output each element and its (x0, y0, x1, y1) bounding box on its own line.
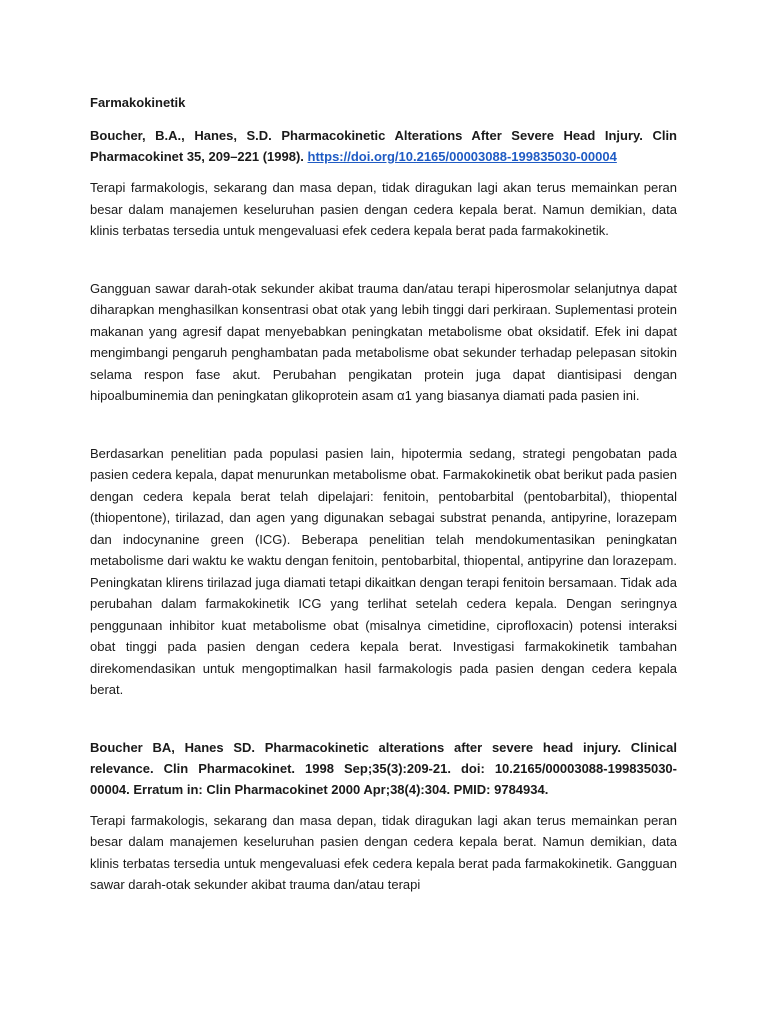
reference-1 (90, 125, 677, 167)
paragraph-2: Gangguan sawar darah-otak sekunder akibat trauma dan/atau terapi hiperosmolar selanjutnya dapat diharapkan menghasilkan konsentrasi obat otak yang lebih tinggi dari perkiraan. Suplementasi protein makanan yang agresif dapat menyebabkan peningkatan metabolisme obat oksidatif. Efek ini dapat mengimbangi pengaruh penghambatan pada metabolisme obat sekunder terhadap pelepasan sitokin selama respon fase akut. Perubahan pengikatan protein juga dapat diantisipasi dengan hipoalbuminemia dan peningkatan glikoprotein asam α1 yang biasanya diamati pada pasien ini. (90, 280, 677, 403)
reference-1-text: Boucher, B.A., Hanes, S.D. Pharmacokinetic Alterations After Severe Head Injury. Clin Pharmacokinet 35, 209–221 (1998). (90, 128, 677, 164)
paragraph-1: Terapi farmakologis, sekarang dan masa depan, tidak diragukan lagi akan terus memainkan peran besar dalam manajemen keseluruhan pasien dengan cedera kepala berat. Namun demikian, data klinis terbatas tersedia untuk mengevaluasi efek cedera kepala berat pada farmakokinetik. (90, 180, 677, 238)
reference-2: Boucher BA, Hanes SD. Pharmacokinetic alterations after severe head injury. Clinical relevance. Clin Pharmacokinet. 1998 Sep;35(3):209-21. doi: 10.2165/00003088-199835030-00004. Erratum in: Clin Pharmacokinet 2000 Apr;38(4):304. PMID: 9784934. (90, 739, 677, 797)
spacer (90, 417, 677, 443)
spacer (90, 711, 677, 737)
document-title: Farmakokinetik (90, 95, 186, 110)
doi-link[interactable]: https://doi.org/10.2165/00003088-199835030-00004 (307, 149, 617, 164)
paragraph-4: Terapi farmakologis, sekarang dan masa depan, tidak diragukan lagi akan terus memainkan peran besar dalam manajemen keseluruhan pasien dengan cedera kepala berat. Namun demikian, data klinis terbatas tersedia untuk mengevaluasi efek cedera kepala berat pada farmakokinetik. Gangguan sawar darah-otak sekunder akibat trauma dan/atau terapi (90, 812, 677, 892)
paragraph-3: Berdasarkan penelitian pada populasi pasien lain, hipotermia sedang, strategi pengobatan pada pasien cedera kepala, dapat menurunkan metabolisme obat. Farmakokinetik obat berikut pada pasien dengan cedera kepala berat telah dipelajari: fenitoin, pentobarbital (pentobarbital), thiopental (thiopentone), tirilazad, dan agen yang digunakan sebagai substrat penanda, antipyrine, lorazepam dan indocynanine green (ICG). Beberapa penelitian telah mendokumentasikan peningkatan metabolisme dari waktu ke waktu dengan fenitoin, pentobarbital, thiopental, antipyrine dan lorazepam. Peningkatan klirens tirilazad juga diamati tetapi dikaitkan dengan terapi fenitoin bersamaan. Tidak ada perubahan dalam farmakokinetik ICG yang terlihat setelah cedera kepala. Dengan seringnya penggunaan inhibitor kuat metabolisme obat (misalnya cimetidine, ciprofloxacin) potensi interaksi obat tinggi pada pasien dengan cedera kepala berat. Investigasi farmakokinetik tambahan direkomendasikan untuk mengoptimalkan hasil farmakologis pada pasien dengan cedera kepala berat. (90, 445, 677, 697)
document-page (90, 92, 677, 906)
spacer (90, 252, 677, 278)
